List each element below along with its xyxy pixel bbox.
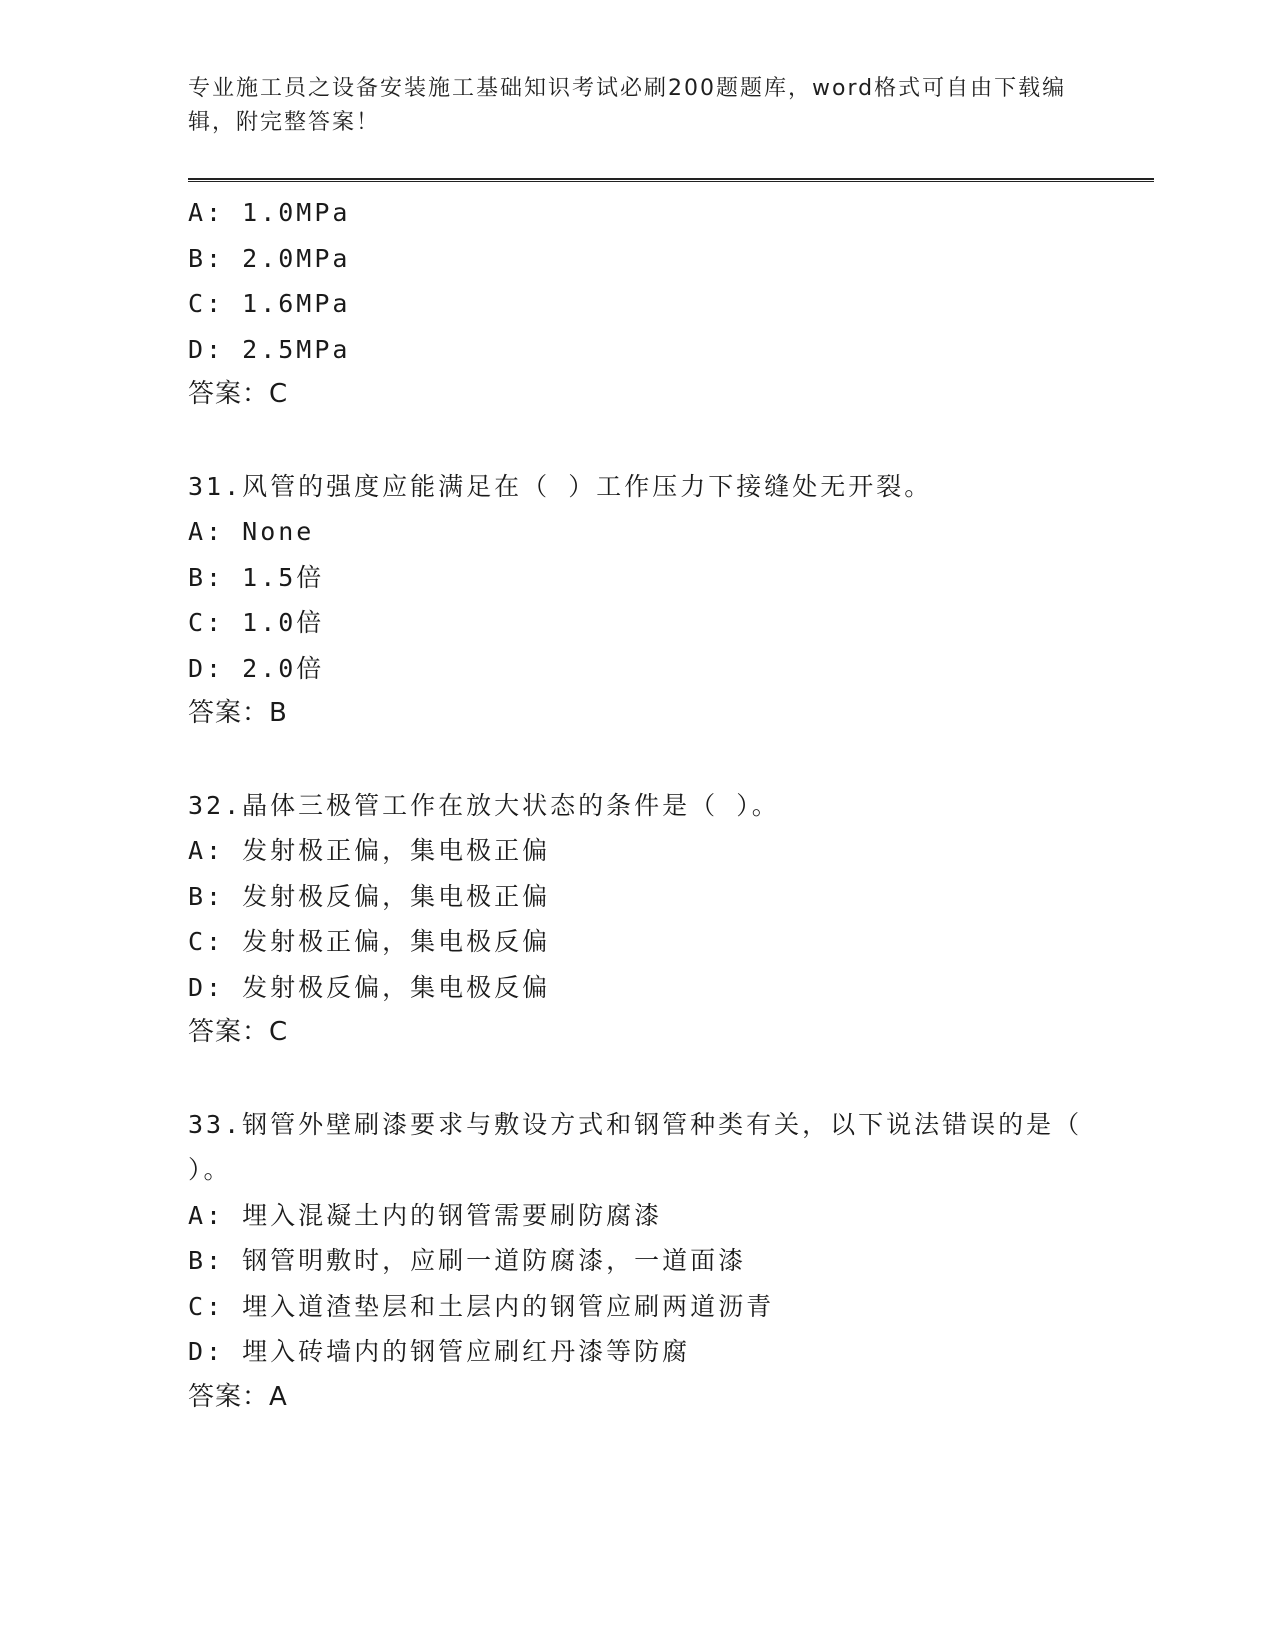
answer: 答案：C bbox=[188, 379, 289, 409]
option-a: A: 1.0MPa bbox=[188, 198, 351, 227]
option-b: B: 钢管明敷时，应刷一道防腐漆，一道面漆 bbox=[188, 1246, 747, 1275]
answer: 答案：C bbox=[188, 1017, 289, 1047]
question-list bbox=[188, 190, 1148, 1420]
answer: 答案：B bbox=[188, 698, 288, 728]
page-header-title: 专业施工员之设备安装施工基础知识考试必刷200题题库，word格式可自由下载编辑，附完整答案！ bbox=[188, 76, 1067, 135]
question-31 bbox=[188, 464, 1148, 737]
option-c: C: 1.6MPa bbox=[188, 289, 351, 318]
question-32 bbox=[188, 783, 1148, 1056]
option-c: C: 1.0倍 bbox=[188, 608, 325, 637]
answer: 答案：A bbox=[188, 1381, 288, 1412]
option-b: B: 2.0MPa bbox=[188, 243, 351, 273]
option-d: D: 2.5MPa bbox=[188, 334, 351, 364]
option-a: A: 埋入混凝土内的钢管需要刷防腐漆 bbox=[188, 1200, 663, 1230]
partial-question bbox=[188, 190, 1148, 418]
option-a: A: None bbox=[188, 517, 315, 546]
option-b: B: 1.5倍 bbox=[188, 562, 325, 592]
option-c: C: 发射极正偏，集电极反偏 bbox=[188, 927, 551, 956]
question-stem: 32.晶体三极管工作在放大状态的条件是（ ）。 bbox=[188, 790, 780, 820]
question-stem: 33.钢管外壁刷漆要求与敷设方式和钢管种类有关，以下说法错误的是（ ）。 bbox=[188, 1109, 1083, 1184]
header-divider bbox=[188, 178, 1154, 182]
option-a: A: 发射极正偏，集电极正偏 bbox=[188, 836, 551, 865]
option-d: D: 2.0倍 bbox=[188, 653, 325, 683]
option-c: C: 埋入道渣垫层和土层内的钢管应刷两道沥青 bbox=[188, 1291, 775, 1321]
question-stem: 31.风管的强度应能满足在（ ）工作压力下接缝处无开裂。 bbox=[188, 471, 933, 501]
question-33 bbox=[188, 1102, 1148, 1421]
option-d: D: 发射极反偏，集电极反偏 bbox=[188, 972, 551, 1002]
option-d: D: 埋入砖墙内的钢管应刷红丹漆等防腐 bbox=[188, 1337, 691, 1366]
option-b: B: 发射极反偏，集电极正偏 bbox=[188, 881, 551, 911]
